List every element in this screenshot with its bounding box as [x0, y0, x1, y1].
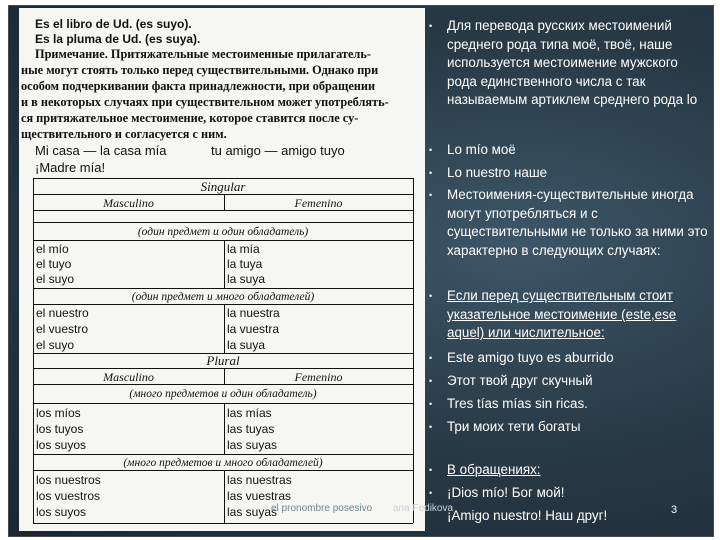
- form-cell: las suyas: [227, 438, 278, 452]
- singular-header: Singular: [200, 179, 246, 194]
- table-rule: [33, 470, 413, 471]
- page-number: 3: [671, 504, 678, 516]
- masculine-label: Masculino: [103, 196, 154, 210]
- form-cell: las nuestras: [227, 473, 292, 487]
- form-cell: las vuestras: [227, 489, 292, 503]
- footer-author-text: ana Fedikova: [393, 503, 454, 514]
- bullet-dot-icon: •: [429, 353, 433, 363]
- bullet-dot-icon: •: [429, 376, 433, 386]
- form-cell: el nuestro: [36, 306, 89, 320]
- table-rule: [33, 240, 413, 241]
- exclamation: ¡Madre mía!: [35, 160, 106, 175]
- bullet-dot-icon: •: [429, 21, 433, 31]
- bullet-dot-icon: •: [429, 168, 433, 178]
- footer-faint-text: el pronombre posesivo: [271, 503, 373, 514]
- column-divider: [224, 240, 225, 288]
- bullet-dot-icon: •: [429, 399, 433, 409]
- slide: Es el libro de Ud. (es suyo). Es la pluma de Ud. (es suya). Примечание. Притяжательные местоименные прилагатель- ные могут стоять только перед существительными. Однако при особом подчеркивании факта принадлежности, при обращении и в некоторых случаях при существительном может употреблять- ся притяжательное местоимение, которое ставится после су- ществительного и согласуется с ним. Mi casa — la casa mía tu amigo — amigo tuyo ¡Madre mía! Singular Masculino Femenino (один предмет и один обладатель) el mío el tuyo el suyo la mía la tuya la suya (один предмет и много обладателей) el nuestro el vuestro el suyo la nuestra la vuestra la suya Plural Masculino Femenino (много предметов и один обладатель) los míos los tuyos los suyos las mías las tuyas las suyas (много предметов и много обладателей) los nuestros los vuestros los suyos las nuestras las vuestras las suyas • Для перевода русских местоимений среднего рода типа моё, твоё, наше используется местоимение мужского рода единственного числа с так называемым артиклем среднего рода lo • Lo mío моё • Lo nuestro наше • Местоимения-существительные иногда могут употребляться и с существительными не только за ними это характерно в следующих случаях: • Если перед существительным стоит указательное местоимение (este,ese aquel) или числительное: • Este amigo tuyo es aburrido • Этот твой друг скучный • Tres tías mías sin ricas. • Три моих тети богаты • В обращениях: • ¡Dios mío! Бог мой! ¡Amigo nuestro! Наш друг! el pronombre posesivo ana Fedikova 3: [8, 5, 714, 537]
- column-divider: [224, 470, 225, 523]
- bullet-dot-icon: •: [429, 422, 433, 432]
- subheader-many-many: (много предметов и много обладателей): [123, 457, 323, 469]
- form-cell: los suyos: [36, 505, 87, 519]
- column-divider: [224, 304, 225, 353]
- example-right: tu amigo — amigo tuyo: [211, 143, 345, 158]
- table-rule: [33, 210, 413, 211]
- feminine-label: Femenino: [294, 196, 343, 210]
- form-cell: la vuestra: [227, 322, 280, 336]
- form-cell: el suyo: [36, 272, 75, 286]
- table-rule: [33, 222, 413, 223]
- table-rule: [33, 194, 413, 195]
- form-cell: la nuestra: [227, 306, 280, 320]
- bullet-dot-icon: •: [429, 488, 433, 498]
- masculine-label: Masculino: [103, 370, 154, 384]
- form-cell: el mío: [36, 242, 69, 256]
- form-cell: los míos: [36, 406, 81, 420]
- table-rule: [33, 368, 413, 369]
- bullet-dot-icon: •: [429, 145, 433, 155]
- table-rule: [33, 288, 413, 289]
- note-line: Примечание. Притяжательные местоименные прилагатель-: [35, 47, 371, 61]
- subheader-one-many: (один предмет и много обладателей): [131, 291, 315, 303]
- table-rule: [33, 403, 413, 404]
- form-cell: las mías: [227, 406, 272, 420]
- note-line: и в некоторых случаях при существительном может употреблять-: [21, 95, 389, 109]
- form-cell: los suyos: [36, 438, 87, 452]
- note-line: ные могут стоять только перед существительными. Однако при: [21, 63, 379, 77]
- form-cell: los vuestros: [36, 489, 101, 503]
- form-cell: las suyas: [227, 505, 278, 519]
- note-line: ществительного и согласуется с ним.: [21, 127, 227, 141]
- subheader-many-one: (много предметов и один обладатель): [129, 388, 317, 400]
- example-left: Mi casa — la casa mía: [35, 143, 167, 158]
- bullet-item: • Для перевода русских местоимений среднего рода типа моё, твоё, наше используется местоимение мужского рода единственного числа с так называемым артиклем среднего рода lo: [429, 18, 698, 108]
- form-cell: los tuyos: [36, 422, 84, 436]
- form-cell: el tuyo: [36, 257, 72, 271]
- table-rule: [33, 384, 413, 385]
- bullet-dot-icon: •: [429, 190, 433, 200]
- form-cell: la mía: [227, 242, 260, 256]
- form-cell: las tuyas: [227, 422, 275, 436]
- scanned-grammar-page: [19, 8, 425, 531]
- bullet-dot-icon: •: [429, 291, 433, 301]
- form-cell: la suya: [227, 338, 266, 352]
- column-divider: [224, 403, 225, 454]
- table-rule: [33, 454, 413, 455]
- form-cell: la suya: [227, 272, 266, 286]
- form-cell: el vuestro: [36, 322, 89, 336]
- note-line: ся притяжательное местоимение, которое ставится после су-: [21, 111, 359, 125]
- form-cell: los nuestros: [36, 473, 101, 487]
- plural-header: Plural: [206, 353, 240, 368]
- intro-line: Es la pluma de Ud. (es suya).: [35, 32, 201, 46]
- form-cell: la tuya: [227, 257, 263, 271]
- bullet-dot-icon: •: [429, 465, 433, 475]
- table-border: [413, 178, 414, 523]
- subheader-one-one: (один предмет и один обладатель): [137, 226, 309, 238]
- table-rule: [33, 304, 413, 305]
- feminine-label: Femenino: [294, 370, 343, 384]
- form-cell: el suyo: [36, 338, 75, 352]
- note-line: особом подчеркивании факта принадлежности, при обращении: [21, 79, 376, 93]
- table-border: [33, 523, 413, 524]
- intro-line: Es el libro de Ud. (es suyo).: [35, 17, 192, 31]
